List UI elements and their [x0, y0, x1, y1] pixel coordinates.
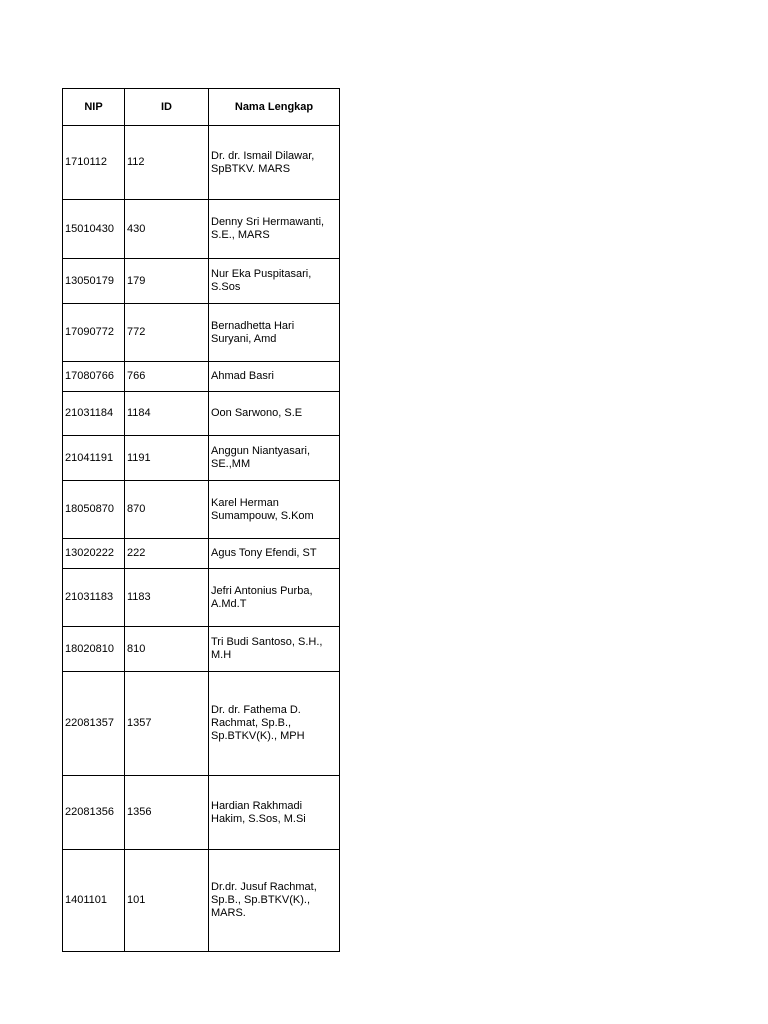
- cell-name: Dr. dr. Fathema D. Rachmat, Sp.B., Sp.BTKV(K)., MPH: [209, 672, 340, 776]
- cell-nip: 1401101: [63, 850, 125, 952]
- cell-name: Anggun Niantyasari, SE.,MM: [209, 436, 340, 481]
- table-row: [63, 436, 340, 481]
- cell-name: Dr.dr. Jusuf Rachmat, Sp.B., Sp.BTKV(K)., MARS.: [209, 850, 340, 952]
- cell-nip: 22081356: [63, 776, 125, 850]
- cell-id: 101: [125, 850, 209, 952]
- table-row: [63, 304, 340, 362]
- cell-name: Dr. dr. Ismail Dilawar, SpBTKV. MARS: [209, 126, 340, 200]
- cell-name: Oon Sarwono, S.E: [209, 392, 340, 436]
- employee-table: [62, 88, 340, 952]
- table-row: [63, 200, 340, 259]
- cell-nip: 13020222: [63, 539, 125, 569]
- cell-nip: 17080766: [63, 362, 125, 392]
- cell-name: Denny Sri Hermawanti, S.E., MARS: [209, 200, 340, 259]
- table-row: [63, 259, 340, 304]
- cell-nip: 18020810: [63, 627, 125, 672]
- table-row: [63, 850, 340, 952]
- cell-nip: 18050870: [63, 481, 125, 539]
- cell-nip: 21031184: [63, 392, 125, 436]
- cell-nip: 22081357: [63, 672, 125, 776]
- cell-name: Karel Herman Sumampouw, S.Kom: [209, 481, 340, 539]
- cell-id: 1184: [125, 392, 209, 436]
- cell-id: 810: [125, 627, 209, 672]
- header-id: ID: [125, 89, 209, 126]
- cell-id: 1183: [125, 569, 209, 627]
- table-row: [63, 672, 340, 776]
- cell-nip: 1710112: [63, 126, 125, 200]
- cell-id: 766: [125, 362, 209, 392]
- table-row: [63, 481, 340, 539]
- cell-id: 1357: [125, 672, 209, 776]
- cell-nip: 15010430: [63, 200, 125, 259]
- cell-name: Tri Budi Santoso, S.H., M.H: [209, 627, 340, 672]
- cell-id: 179: [125, 259, 209, 304]
- table-row: [63, 539, 340, 569]
- cell-id: 772: [125, 304, 209, 362]
- cell-nip: 21041191: [63, 436, 125, 481]
- cell-id: 430: [125, 200, 209, 259]
- cell-nip: 13050179: [63, 259, 125, 304]
- cell-id: 1356: [125, 776, 209, 850]
- table-row: [63, 569, 340, 627]
- table-row: [63, 126, 340, 200]
- cell-name: Jefri Antonius Purba, A.Md.T: [209, 569, 340, 627]
- cell-nip: 17090772: [63, 304, 125, 362]
- header-name: Nama Lengkap: [209, 89, 340, 126]
- cell-name: Hardian Rakhmadi Hakim, S.Sos, M.Si: [209, 776, 340, 850]
- cell-name: Nur Eka Puspitasari, S.Sos: [209, 259, 340, 304]
- cell-name: Ahmad Basri: [209, 362, 340, 392]
- table-row: [63, 362, 340, 392]
- cell-name: Agus Tony Efendi, ST: [209, 539, 340, 569]
- cell-id: 870: [125, 481, 209, 539]
- table-row: [63, 776, 340, 850]
- table-row: [63, 392, 340, 436]
- cell-id: 1191: [125, 436, 209, 481]
- cell-name: Bernadhetta Hari Suryani, Amd: [209, 304, 340, 362]
- cell-id: 112: [125, 126, 209, 200]
- table-row: [63, 627, 340, 672]
- header-row: [63, 89, 340, 126]
- cell-id: 222: [125, 539, 209, 569]
- cell-nip: 21031183: [63, 569, 125, 627]
- header-nip: NIP: [63, 89, 125, 126]
